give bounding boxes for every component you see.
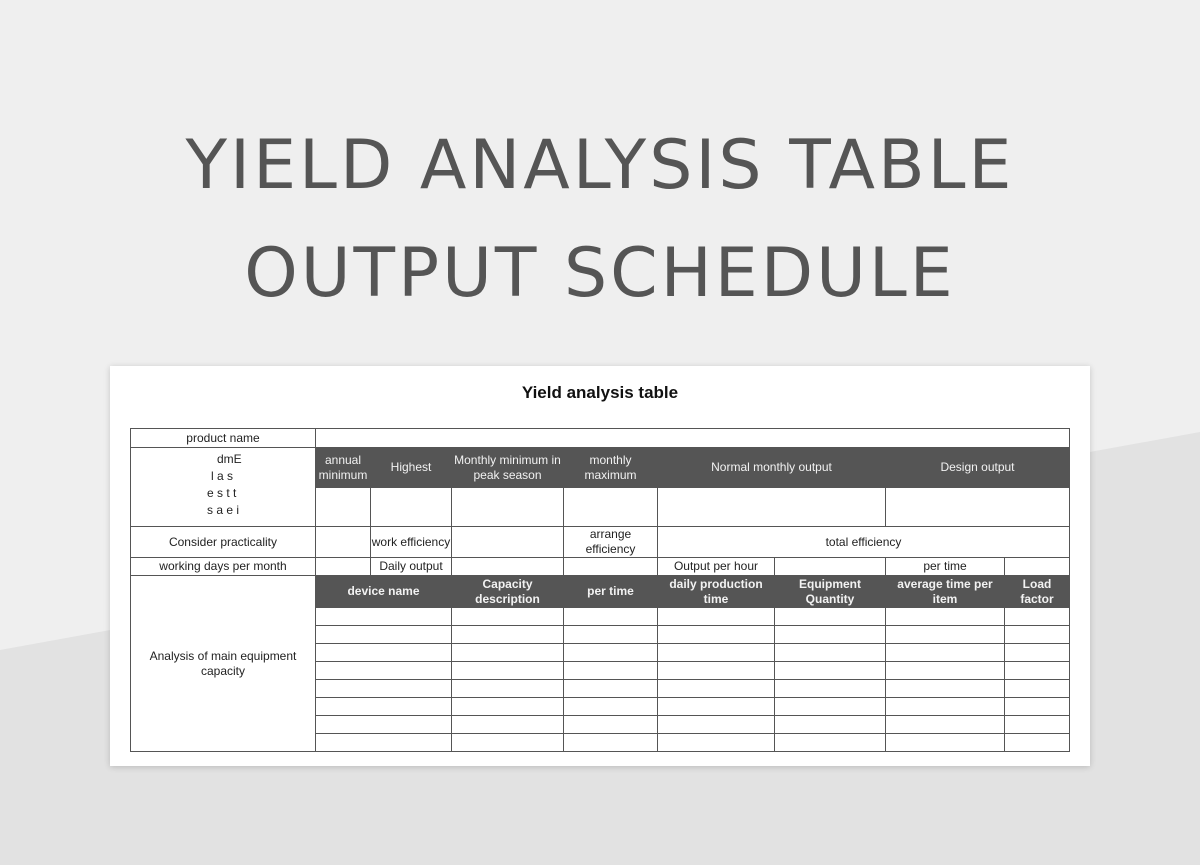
label-arrange-efficiency: arrange efficiency <box>564 527 658 558</box>
cell-load-factor[interactable] <box>1005 716 1070 734</box>
cell-average-time[interactable] <box>886 608 1005 626</box>
cell-load-factor[interactable] <box>1005 662 1070 680</box>
cell-load-factor[interactable] <box>1005 680 1070 698</box>
cell-daily-time[interactable] <box>658 698 775 716</box>
header-normal-monthly-output: Normal monthly output <box>658 448 886 488</box>
value-output-per-hour[interactable] <box>775 558 886 576</box>
cell-load-factor[interactable] <box>1005 698 1070 716</box>
header-daily-production-time: daily production time <box>658 576 775 608</box>
value-daily-output[interactable] <box>452 558 564 576</box>
value-practicality[interactable] <box>316 527 371 558</box>
cell-daily-time[interactable] <box>658 716 775 734</box>
headline-line-2: OUTPUT SCHEDULE <box>244 234 956 313</box>
cell-capacity[interactable] <box>452 734 564 752</box>
cell-device-name[interactable] <box>316 626 452 644</box>
cell-average-time[interactable] <box>886 662 1005 680</box>
cell-capacity[interactable] <box>452 644 564 662</box>
row-output-headers <box>131 448 1070 488</box>
header-equipment-quantity <box>775 576 886 608</box>
cell-average-time[interactable] <box>886 716 1005 734</box>
cell-per-time[interactable] <box>564 698 658 716</box>
scrambled-vertical-label <box>131 448 316 527</box>
header-equipment-quantity-text: Equipment Quantity <box>799 576 861 606</box>
cell-daily-time[interactable] <box>658 608 775 626</box>
header-design-output: Design output <box>886 448 1070 488</box>
cell-average-time[interactable] <box>886 698 1005 716</box>
row-equipment-headers <box>131 576 1070 608</box>
cell-per-time[interactable] <box>564 734 658 752</box>
header-device-name: device name <box>316 576 452 608</box>
cell-quantity[interactable] <box>775 734 886 752</box>
cell-quantity[interactable] <box>775 680 886 698</box>
vertical-label-stack <box>193 452 253 522</box>
cell-quantity[interactable] <box>775 626 886 644</box>
value-monthly-maximum[interactable] <box>564 488 658 527</box>
cell-per-time[interactable] <box>564 644 658 662</box>
cell-device-name[interactable] <box>316 698 452 716</box>
vertical-label-line-1: dmE <box>217 452 242 466</box>
header-monthly-minimum-peak: Monthly minimum in peak season <box>452 448 564 488</box>
cell-daily-time[interactable] <box>658 680 775 698</box>
label-product-name: product name <box>131 429 316 448</box>
cell-per-time[interactable] <box>564 680 658 698</box>
label-analysis-main-equipment <box>131 576 316 752</box>
cell-quantity[interactable] <box>775 644 886 662</box>
header-highest: Highest <box>371 448 452 488</box>
vertical-label-line-3: e s t t <box>207 486 237 500</box>
value-per-time[interactable] <box>1005 558 1070 576</box>
value-annual-minimum[interactable] <box>316 488 371 527</box>
cell-device-name[interactable] <box>316 644 452 662</box>
cell-load-factor[interactable] <box>1005 644 1070 662</box>
cell-quantity[interactable] <box>775 662 886 680</box>
cell-daily-time[interactable] <box>658 662 775 680</box>
label-working-days: working days per month <box>131 558 316 576</box>
cell-capacity[interactable] <box>452 662 564 680</box>
cell-quantity[interactable] <box>775 698 886 716</box>
row-efficiency <box>131 527 1070 558</box>
value-blank-1[interactable] <box>564 558 658 576</box>
cell-quantity[interactable] <box>775 716 886 734</box>
cell-per-time[interactable] <box>564 608 658 626</box>
value-working-days[interactable] <box>316 558 371 576</box>
header-capacity-description <box>452 576 564 608</box>
cell-capacity[interactable] <box>452 716 564 734</box>
header-per-time: per time <box>564 576 658 608</box>
header-capacity-description-text: Capacity description <box>475 576 540 606</box>
cell-daily-time[interactable] <box>658 734 775 752</box>
header-average-time-per-item: average time per item <box>886 576 1005 608</box>
header-monthly-maximum: monthly maximum <box>564 448 658 488</box>
value-normal-monthly-output[interactable] <box>658 488 886 527</box>
cell-device-name[interactable] <box>316 716 452 734</box>
label-per-time: per time <box>886 558 1005 576</box>
cell-load-factor[interactable] <box>1005 734 1070 752</box>
header-load-factor-text: Load factor <box>1020 576 1054 606</box>
analysis-label-text: Analysis of main equipment capacity <box>149 648 297 678</box>
cell-average-time[interactable] <box>886 626 1005 644</box>
cell-per-time[interactable] <box>564 662 658 680</box>
cell-average-time[interactable] <box>886 644 1005 662</box>
vertical-label-line-2: l a s <box>211 469 234 483</box>
yield-analysis-table <box>130 428 1070 752</box>
cell-per-time[interactable] <box>564 626 658 644</box>
cell-average-time[interactable] <box>886 734 1005 752</box>
header-load-factor <box>1005 576 1070 608</box>
sheet-title: Yield analysis table <box>521 383 679 402</box>
cell-daily-time[interactable] <box>658 644 775 662</box>
cell-device-name[interactable] <box>316 608 452 626</box>
label-work-efficiency: work efficiency <box>371 527 452 558</box>
value-design-output[interactable] <box>886 488 1070 527</box>
cell-capacity[interactable] <box>452 698 564 716</box>
label-daily-output: Daily output <box>371 558 452 576</box>
cell-daily-time[interactable] <box>658 626 775 644</box>
cell-capacity[interactable] <box>452 626 564 644</box>
product-name-value-cell[interactable] <box>316 429 1070 448</box>
value-work-efficiency[interactable] <box>452 527 564 558</box>
header-annual-minimum <box>316 448 371 488</box>
headline-line-1: YIELD ANALYSIS TABLE <box>185 126 1015 205</box>
cell-device-name[interactable] <box>316 662 452 680</box>
cell-quantity[interactable] <box>775 608 886 626</box>
row-product-name <box>131 429 1070 448</box>
cell-per-time[interactable] <box>564 716 658 734</box>
row-working-days <box>131 558 1070 576</box>
label-total-efficiency: total efficiency <box>658 527 1070 558</box>
vertical-label-line-4: s a e i <box>207 503 240 517</box>
cell-load-factor[interactable] <box>1005 608 1070 626</box>
cell-device-name[interactable] <box>316 680 452 698</box>
cell-capacity[interactable] <box>452 608 564 626</box>
cell-load-factor[interactable] <box>1005 626 1070 644</box>
value-monthly-minimum-peak[interactable] <box>452 488 564 527</box>
cell-device-name[interactable] <box>316 734 452 752</box>
label-consider-practicality: Consider practicality <box>131 527 316 558</box>
cell-capacity[interactable] <box>452 680 564 698</box>
header-annual-minimum-text: annual minimum <box>318 452 368 482</box>
label-output-per-hour: Output per hour <box>658 558 775 576</box>
cell-average-time[interactable] <box>886 680 1005 698</box>
value-highest[interactable] <box>371 488 452 527</box>
